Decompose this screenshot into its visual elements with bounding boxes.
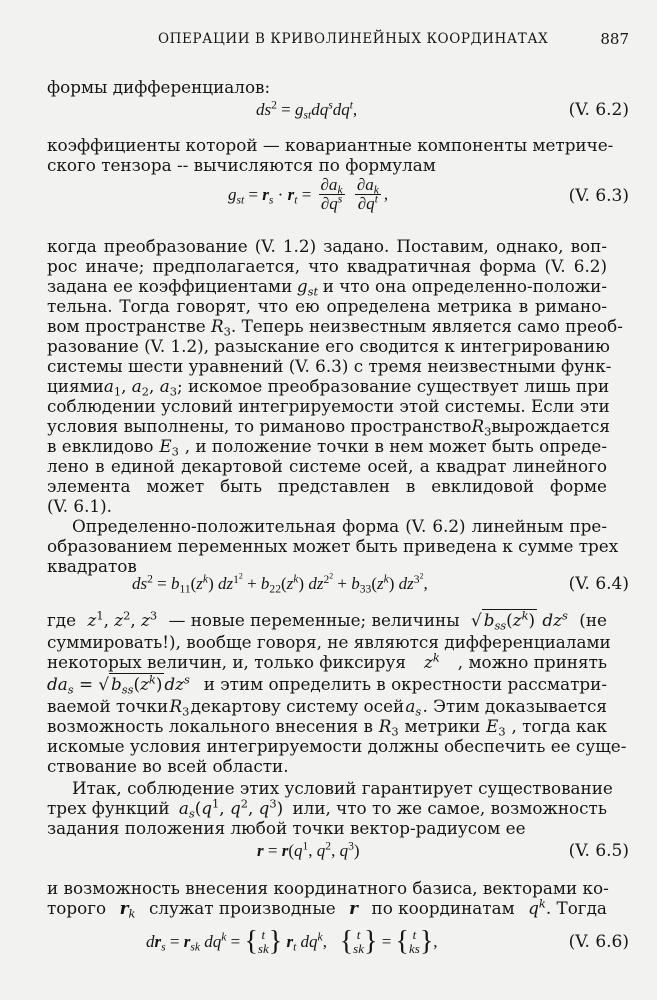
header-title: ОПЕРАЦИИ В КРИВОЛИНЕЙНЫХ КООРДИНАТАХ	[158, 31, 549, 47]
equation-number: (V. 6.2)	[568, 100, 629, 120]
text-line: тельна. Тогда говорят, что ею определена метрика в римано-	[47, 296, 607, 316]
text-line: формы дифференциалов:	[47, 77, 271, 97]
text-line: некоторых величин, и, только фиксируя $z^k$ , можно принять	[47, 650, 607, 672]
text-line: ствование во всей области.	[47, 756, 289, 776]
text-line: и возможность внесения координатного базиса, векторами ко-	[47, 878, 609, 898]
equation-number: (V. 6.6)	[568, 932, 629, 952]
text-line: (V. 6.1).	[47, 496, 112, 516]
text-line: ского тензора -- вычисляются по формулам	[47, 155, 436, 175]
text-line: где $z^1$, $z^2$, $z^3$ — новые переменные; величины √ $b_{ss}(z^k)$ $dz^s$ (не	[47, 608, 607, 633]
text-line: Итак, соблюдение этих условий гарантирует существование	[72, 778, 613, 798]
text-line: задания положения любой точки вектор-радиусом ее	[47, 818, 526, 838]
text-line: условия выполнены, то риманово пространство $R_3$ вырождается	[47, 416, 610, 439]
text-line: образованием переменных может быть приведена к сумме трех	[47, 536, 619, 556]
equation-number: (V. 6.4)	[568, 574, 629, 594]
equation-v6-3: $g_{st} = r_s \cdot r_t$ = $\frac{\partial a_k}{\partial q^s}$ $\frac{\partial a_k}{\partial q^t}$ ,	[228, 175, 389, 213]
text-line: искомые условия интегрируемости должны обеспечить ее суще-	[47, 736, 627, 756]
text-line: трех функций $a_s(q^1$, $q^2$, $q^3$) или, что то же самое, возможность	[47, 796, 607, 821]
equation-v6-2: $ds^2 = g_{st}dq^sdq^t$,	[256, 98, 358, 122]
running-header	[0, 31, 657, 53]
text-line: Определенно-положительная форма (V. 6.2) линейным пре-	[72, 516, 607, 536]
equation-v6-5: $r = r(q^1$, $q^2$, $q^3$)	[257, 839, 360, 860]
equation-v6-6: $dr_s = r_{sk}$ $dq^k$ = { t sk} $r_t$ $dq^k$, { t sk} = { t ks},	[146, 926, 438, 957]
text-line: в евклидово $E_3$ , и положение точки в нем может быть опреде-	[47, 436, 607, 459]
text-line: системы шести уравнений (V. 6.3) с тремя неизвестными функ-	[47, 356, 612, 376]
text-line: квадратов	[47, 556, 137, 576]
text-line: лено в единой декартовой системе осей, а квадрат линейного	[47, 456, 607, 476]
text-line: коэффициенты которой — ковариантные компоненты метриче-	[47, 135, 614, 155]
page-number: 887	[600, 30, 629, 48]
text-line: суммировать!), вообще говоря, не являются дифференциалами	[47, 632, 611, 652]
text-line: когда преобразование (V. 1.2) задано. Поставим, однако, воп-	[47, 236, 607, 256]
equation-number: (V. 6.3)	[568, 186, 629, 206]
equation-v6-4: $ds^2 = b_{11}(z^k) dz^{1^2} + b_{22}(z^k) dz^{2^2} + b_{33}(z^k)$ $dz^{3^2}$,	[132, 571, 428, 596]
equation-number: (V. 6.5)	[568, 841, 629, 861]
text-line: циями $a_1$, $a_2$, $a_3$ ; искомое преобразование существует лишь при	[47, 376, 610, 399]
text-line: возможность локального внесения в $R_3$ метрики $E_3$ , тогда как	[47, 716, 607, 739]
text-line: вом пространстве $R_3$ . Теперь неизвестным является само преоб-	[47, 316, 623, 339]
text-line: задана ее коэффициентами $g_{st}$ и что она определенно-положи-	[47, 276, 607, 299]
text-line: торого $r_k$ служат производные r по координатам $q^k$. Тогда	[47, 896, 607, 921]
text-line: разование (V. 1.2), разыскание его сводится к интегрированию	[47, 336, 610, 356]
text-line: элемента может быть представлен в евклидовой форме	[47, 476, 607, 496]
text-line: ваемой точки $R_3$ декартову систему осей $a_s$ . Этим доказывается	[47, 696, 607, 719]
text-line: соблюдении условий интегрируемости этой системы. Если эти	[47, 396, 610, 416]
text-line: $da_s$ = √ $b_{ss}(z^k)$ $dz^s$ и этим определить в окрестности рассматри-	[47, 672, 607, 697]
text-line: рос иначе; предполагается, что квадратичная форма (V. 6.2)	[47, 256, 607, 276]
